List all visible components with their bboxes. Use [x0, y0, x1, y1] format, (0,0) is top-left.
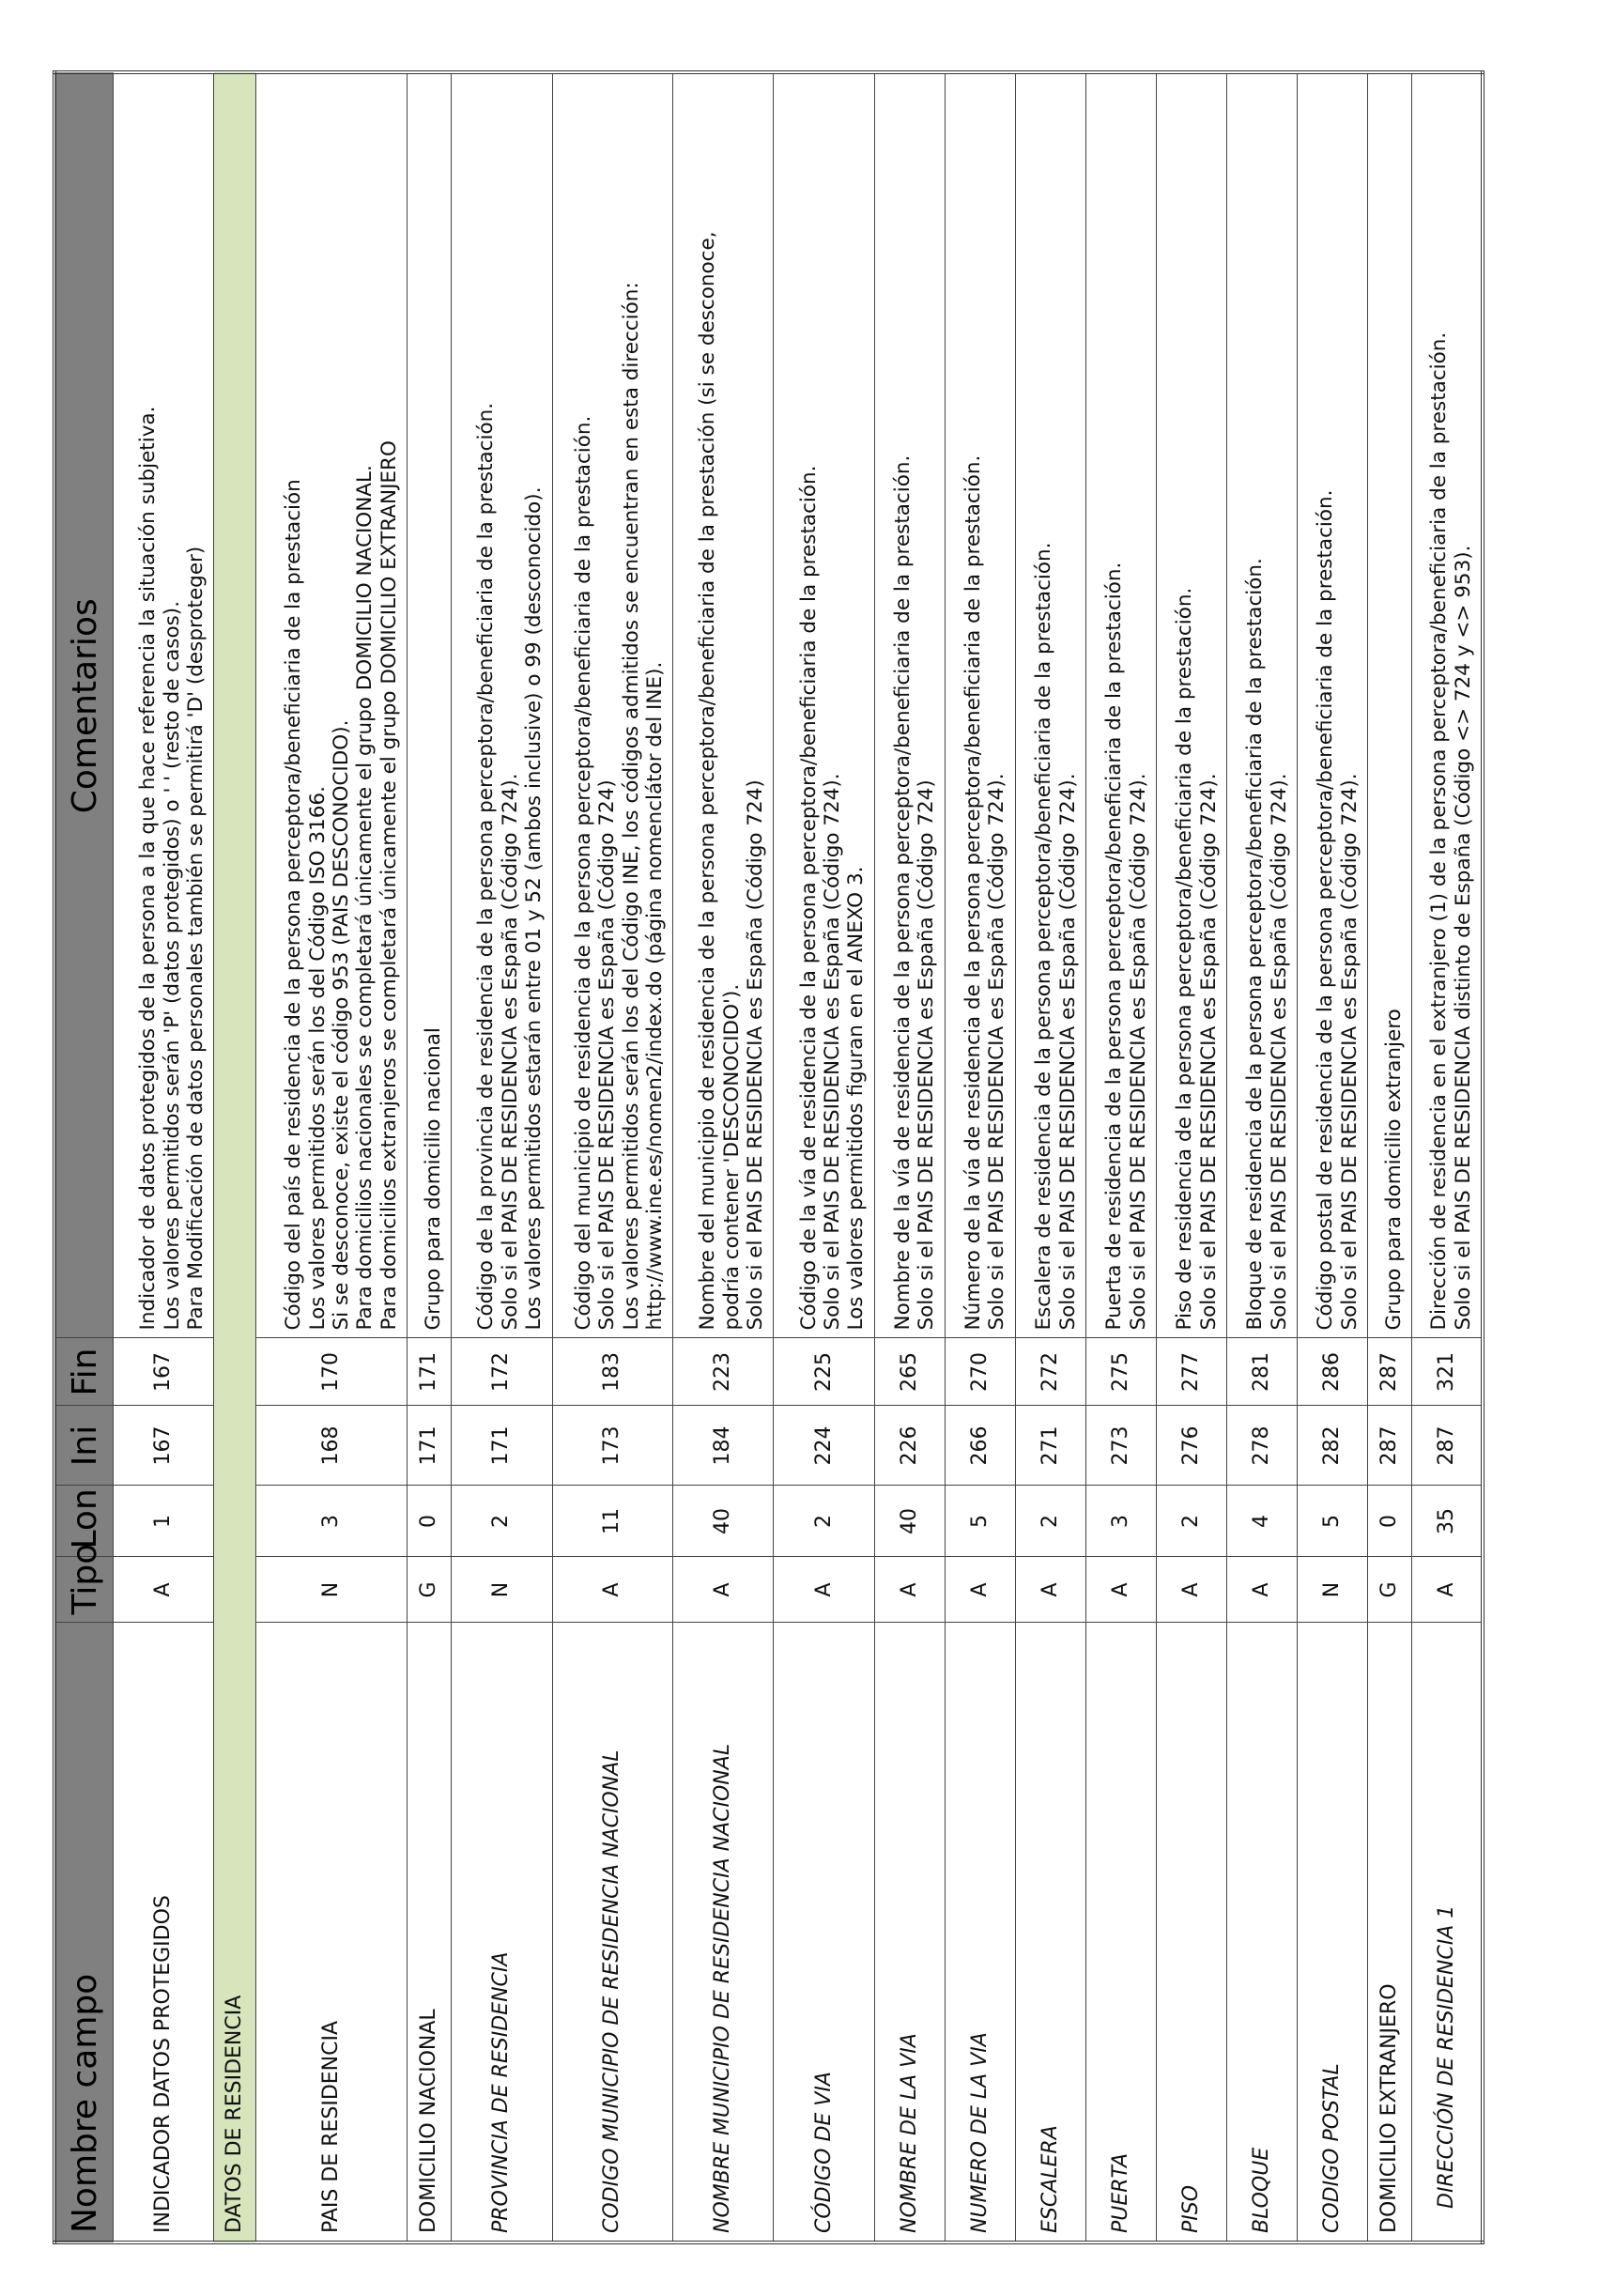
comment-line: Código postal de residencia de la persona perceptora/beneficiaria de la prestación.	[1314, 489, 1338, 1331]
comment-line: Solo si el PAIS DE RESIDENCIA es España (Código 724)	[595, 779, 620, 1331]
field-comment	[114, 72, 214, 1338]
field-ini: 167	[114, 1406, 214, 1486]
table-row	[1015, 72, 1085, 2242]
field-name: PROVINCIA DE RESIDENCIA	[452, 1623, 552, 2242]
field-fin: 265	[874, 1338, 945, 1406]
field-fin: 275	[1085, 1338, 1156, 1406]
field-tipo: A	[1156, 1557, 1226, 1623]
field-fin: 277	[1156, 1338, 1226, 1406]
field-ini: 171	[408, 1406, 452, 1486]
comment-line: Piso de residencia de la persona perceptora/beneficiaria de la prestación.	[1173, 587, 1197, 1331]
field-fin: 183	[552, 1338, 673, 1406]
field-lon: 5	[1298, 1486, 1368, 1557]
comment-line: Dirección de residencia en el extranjero (1) de la persona perceptora/beneficiaria de la prestación.	[1427, 331, 1452, 1331]
comment-line: Solo si el PAIS DE RESIDENCIA distinto de España (Código <> 724 y <> 953).	[1451, 545, 1475, 1331]
section-row	[214, 72, 256, 2242]
field-lon: 40	[673, 1486, 774, 1557]
section-title: DATOS DE RESIDENCIA	[214, 72, 256, 2242]
field-ini: 173	[552, 1406, 673, 1486]
comment-line: Grupo para domicilio nacional	[421, 1027, 445, 1331]
table-row	[945, 72, 1015, 2242]
rotated-table-wrapper	[53, 70, 1484, 2244]
col-header-ini: Ini	[54, 1406, 114, 1486]
comment-line: Los valores permitidos serán 'P' (datos protegidos) o ' ' (resto de casos).	[160, 600, 184, 1331]
field-ini: 278	[1227, 1406, 1298, 1486]
field-tipo: A	[1227, 1557, 1298, 1623]
comment-line: Solo si el PAIS DE RESIDENCIA es España (Código 724).	[820, 773, 844, 1331]
table-body	[114, 72, 1484, 2242]
field-lon: 2	[452, 1486, 552, 1557]
comment-line: Los valores permitidos estarán entre 01 y 52 (ambos inclusive) o 99 (desconocido).	[522, 486, 546, 1331]
field-name: CODIGO POSTAL	[1298, 1623, 1368, 2242]
field-tipo: A	[1085, 1557, 1156, 1623]
field-comment	[774, 72, 874, 1338]
field-fin: 287	[1368, 1338, 1412, 1406]
comment-line: Solo si el PAIS DE RESIDENCIA es España (Código 724).	[985, 773, 1009, 1331]
field-name: CODIGO MUNICIPIO DE RESIDENCIA NACIONAL	[552, 1623, 673, 2242]
header-row	[54, 72, 114, 2242]
comment-line: Nombre de la vía de residencia de la persona perceptora/beneficiaria de la prestación.	[891, 455, 915, 1331]
field-fin: 272	[1015, 1338, 1085, 1406]
comment-line: Para Modificación de datos personales también se permitirá 'D' (desproteger)	[183, 546, 208, 1331]
field-name: NUMERO DE LA VIA	[945, 1623, 1015, 2242]
comment-line: Grupo para domicilio extranjero	[1381, 1009, 1406, 1331]
comment-line: Escalera de residencia de la persona perceptora/beneficiaria de la prestación.	[1032, 542, 1056, 1331]
field-tipo: G	[408, 1557, 452, 1623]
field-name: NOMBRE MUNICIPIO DE RESIDENCIA NACIONAL	[673, 1623, 774, 2242]
col-header-tipo: Tipo	[54, 1557, 114, 1623]
table-row	[1412, 72, 1483, 2242]
field-tipo: A	[945, 1557, 1015, 1623]
comment-line: Código del municipio de residencia de la persona perceptora/beneficiaria de la prestación.	[571, 415, 595, 1331]
field-comment	[1015, 72, 1085, 1338]
field-lon: 35	[1412, 1486, 1483, 1557]
col-header-fin: Fin	[54, 1338, 114, 1406]
table-row	[1085, 72, 1156, 2242]
comment-line: podría contener 'DESCONOCIDO').	[719, 983, 744, 1331]
field-lon: 5	[945, 1486, 1015, 1557]
field-fin: 281	[1227, 1338, 1298, 1406]
field-tipo: A	[114, 1557, 214, 1623]
comment-line: Si se desconoce, existe el código 953 (PAIS DESCONOCIDO).	[330, 719, 354, 1331]
field-comment	[408, 72, 452, 1338]
field-lon: 2	[1156, 1486, 1226, 1557]
table-row	[408, 72, 452, 2242]
field-comment	[1085, 72, 1156, 1338]
field-name: INDICADOR DATOS PROTEGIDOS	[114, 1623, 214, 2242]
comment-line: Código de la provincia de residencia de la persona perceptora/beneficiaria de la prestación.	[474, 402, 499, 1331]
field-name: PUERTA	[1085, 1623, 1156, 2242]
field-name: NOMBRE DE LA VIA	[874, 1623, 945, 2242]
field-fin: 172	[452, 1338, 552, 1406]
field-comment	[552, 72, 673, 1338]
field-tipo: A	[1412, 1557, 1483, 1623]
field-fin: 223	[673, 1338, 774, 1406]
field-lon: 4	[1227, 1486, 1298, 1557]
col-header-comentarios: Comentarios	[54, 72, 114, 1338]
field-comment	[1156, 72, 1226, 1338]
field-spec-table	[53, 70, 1484, 2244]
field-fin: 286	[1298, 1338, 1368, 1406]
field-comment	[1227, 72, 1298, 1338]
field-ini: 287	[1412, 1406, 1483, 1486]
field-name: BLOQUE	[1227, 1623, 1298, 2242]
field-fin: 170	[256, 1338, 408, 1406]
table-row	[452, 72, 552, 2242]
field-lon: 3	[256, 1486, 408, 1557]
field-fin: 167	[114, 1338, 214, 1406]
field-tipo: N	[452, 1557, 552, 1623]
field-name: CÓDIGO DE VIA	[774, 1623, 874, 2242]
field-ini: 282	[1298, 1406, 1368, 1486]
field-comment	[1368, 72, 1412, 1338]
table-row	[552, 72, 673, 2242]
field-name: ESCALERA	[1015, 1623, 1085, 2242]
field-comment	[945, 72, 1015, 1338]
table-row	[1156, 72, 1226, 2242]
field-ini: 226	[874, 1406, 945, 1486]
field-ini: 168	[256, 1406, 408, 1486]
field-ini: 273	[1085, 1406, 1156, 1486]
field-ini: 276	[1156, 1406, 1226, 1486]
col-header-name: Nombre campo	[54, 1623, 114, 2242]
comment-line: Los valores permitidos serán los del Código INE, los códigos admitidos se encuentran en esta dirección:	[619, 282, 643, 1331]
field-name: DOMICILIO NACIONAL	[408, 1623, 452, 2242]
comment-line: Número de la vía de residencia de la persona perceptora/beneficiaria de la prestación.	[961, 455, 986, 1331]
field-ini: 266	[945, 1406, 1015, 1486]
field-lon: 0	[1368, 1486, 1412, 1557]
comment-line: Bloque de residencia de la persona perceptora/beneficiaria de la prestación.	[1243, 558, 1268, 1331]
field-fin: 270	[945, 1338, 1015, 1406]
field-ini: 171	[452, 1406, 552, 1486]
comment-line: Solo si el PAIS DE RESIDENCIA es España (Código 724)	[744, 779, 768, 1331]
field-comment	[256, 72, 408, 1338]
field-name: PISO	[1156, 1623, 1226, 2242]
comment-line: Para domicilios extranjeros se completará únicamente el grupo DOMICILIO EXTRANJERO	[377, 440, 401, 1331]
comment-line: Los valores permitidos figuran en el ANEXO 3.	[844, 866, 869, 1331]
field-name: PAIS DE RESIDENCIA	[256, 1623, 408, 2242]
field-tipo: N	[1298, 1557, 1368, 1623]
table-row	[1368, 72, 1412, 2242]
comment-line: Solo si el PAIS DE RESIDENCIA es España (Código 724).	[1196, 773, 1221, 1331]
comment-line: Código del país de residencia de la persona perceptora/beneficiaria de la prestación	[282, 479, 306, 1331]
table-row	[673, 72, 774, 2242]
comment-line: Los valores permitidos serán los del Código ISO 3166.	[305, 786, 330, 1331]
field-name: DOMICILIO EXTRANJERO	[1368, 1623, 1412, 2242]
table-row	[1227, 72, 1298, 2242]
comment-line: Solo si el PAIS DE RESIDENCIA es España (Código 724).	[1126, 773, 1150, 1331]
field-comment	[874, 72, 945, 1338]
field-tipo: A	[774, 1557, 874, 1623]
table-row	[774, 72, 874, 2242]
table-row	[256, 72, 408, 2242]
field-ini: 287	[1368, 1406, 1412, 1486]
field-fin: 321	[1412, 1338, 1483, 1406]
field-ini: 271	[1015, 1406, 1085, 1486]
field-tipo: A	[1015, 1557, 1085, 1623]
field-tipo: A	[673, 1557, 774, 1623]
field-fin: 171	[408, 1338, 452, 1406]
field-tipo: A	[552, 1557, 673, 1623]
field-tipo: G	[1368, 1557, 1412, 1623]
comment-line: Solo si el PAIS DE RESIDENCIA es España (Código 724).	[498, 773, 522, 1331]
comment-line: Para domicilios nacionales se completará únicamente el grupo DOMICILIO NACIONAL.	[353, 465, 377, 1331]
field-lon: 1	[114, 1486, 214, 1557]
comment-line: Solo si el PAIS DE RESIDENCIA es España (Código 724).	[1055, 773, 1080, 1331]
comment-line: Solo si el PAIS DE RESIDENCIA es España (Código 724).	[1337, 773, 1361, 1331]
comment-line: Solo si el PAIS DE RESIDENCIA es España (Código 724)	[915, 779, 939, 1331]
table-row	[874, 72, 945, 2242]
field-lon: 2	[774, 1486, 874, 1557]
field-name: DIRECCIÓN DE RESIDENCIA 1	[1412, 1623, 1483, 2242]
field-comment	[452, 72, 552, 1338]
field-comment	[1412, 72, 1483, 1338]
field-comment	[673, 72, 774, 1338]
field-lon: 40	[874, 1486, 945, 1557]
field-lon: 2	[1015, 1486, 1085, 1557]
field-fin: 225	[774, 1338, 874, 1406]
field-tipo: N	[256, 1557, 408, 1623]
comment-line: Indicador de datos protegidos de la persona a la que hace referencia la situación subjetiva.	[136, 406, 161, 1331]
field-tipo: A	[874, 1557, 945, 1623]
comment-line: http://www.ine.es/nomen2/index.do (página nomenclátor del INE).	[642, 661, 667, 1331]
comment-line: Nombre del municipio de residencia de la persona perceptora/beneficiaria de la prestación (si se desconoce,	[696, 231, 720, 1331]
comment-line: Solo si el PAIS DE RESIDENCIA es España (Código 724).	[1267, 773, 1291, 1331]
table-row	[1298, 72, 1368, 2242]
field-ini: 224	[774, 1406, 874, 1486]
field-lon: 11	[552, 1486, 673, 1557]
field-lon: 0	[408, 1486, 452, 1557]
comment-line: Código de la vía de residencia de la persona perceptora/beneficiaria de la prestación.	[796, 465, 821, 1331]
field-lon: 3	[1085, 1486, 1156, 1557]
col-header-lon: Lon	[54, 1486, 114, 1557]
comment-line: Puerta de residencia de la persona perceptora/beneficiaria de la prestación.	[1102, 562, 1127, 1331]
table-row	[114, 72, 214, 2242]
field-comment	[1298, 72, 1368, 1338]
field-ini: 184	[673, 1406, 774, 1486]
